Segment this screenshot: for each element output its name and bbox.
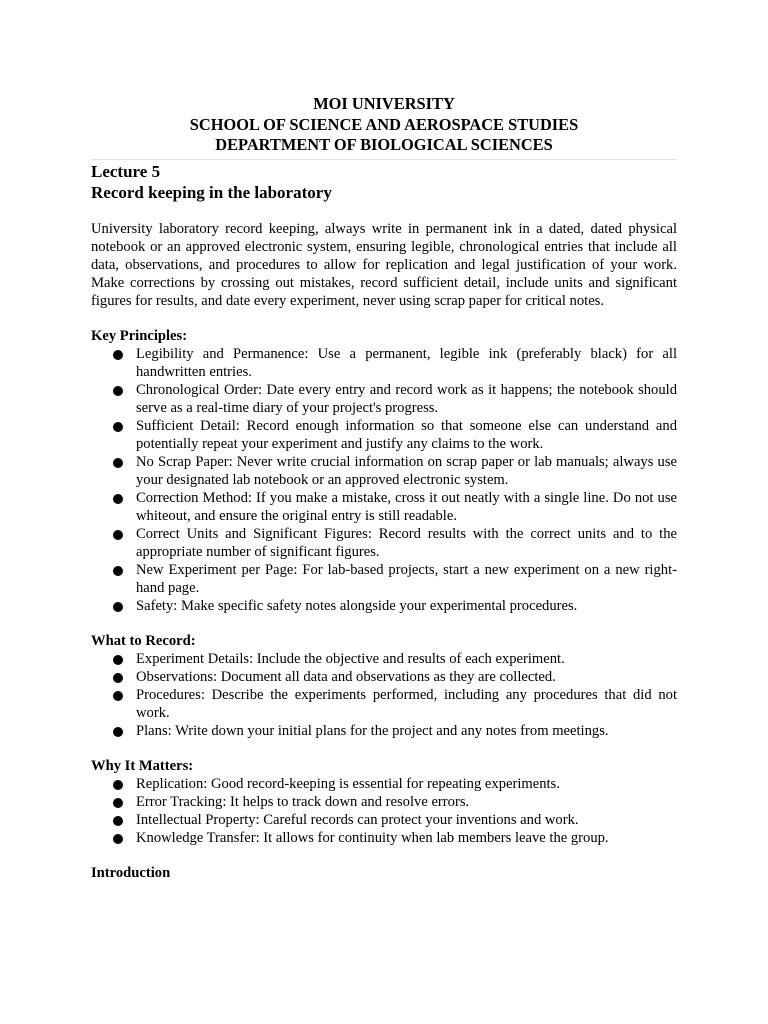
list-item [113, 686, 677, 722]
lecture-title: Record keeping in the laboratory [91, 182, 332, 202]
list-item-text: Error Tracking: It helps to track down and resolve errors. [136, 793, 470, 810]
school-heading: SCHOOL OF SCIENCE AND AEROSPACE STUDIES [189, 114, 579, 134]
bullet-icon [113, 494, 123, 504]
list-item [113, 417, 677, 453]
bullet-icon [113, 673, 123, 683]
bullet-icon [113, 386, 123, 396]
bullet-list [91, 345, 677, 615]
list-item-text: Experiment Details: Include the objective and results of each experiment. [136, 650, 565, 667]
list-item-text: Knowledge Transfer: It allows for continuity when lab members leave the group. [136, 829, 609, 846]
bullet-icon [113, 834, 123, 844]
bullet-icon [113, 458, 123, 468]
list-item [113, 829, 677, 847]
intro-paragraph: University laboratory record keeping, always write in permanent ink in a dated, dated physical notebook or an approved electronic system, ensuring legible, chronological entries that include all data, observations, and procedures to allow for replication and legal justification of your work. Make corrections by crossing out mistakes, record sufficient detail, include units and significant figures for results, and date every experiment, never using scrap paper for critical notes. [91, 220, 677, 309]
list-item-text: Safety: Make specific safety notes alongside your experimental procedures. [136, 597, 578, 614]
list-item [113, 650, 677, 668]
list-item-text: No Scrap Paper: Never write crucial information on scrap paper or lab manuals; always use your designated lab notebook or an approved electronic system. [136, 453, 677, 488]
list-item-text: Plans: Write down your initial plans for the project and any notes from meetings. [136, 722, 609, 739]
list-item-text: Sufficient Detail: Record enough information so that someone else can understand and potentially repeat your experiment and justify any claims to the work. [136, 417, 677, 452]
section-title: Why It Matters: [91, 757, 194, 774]
list-item-text: New Experiment per Page: For lab-based projects, start a new experiment on a new right-hand page. [136, 561, 677, 596]
list-item-text: Intellectual Property: Careful records can protect your inventions and work. [136, 811, 579, 828]
bullet-icon [113, 727, 123, 737]
bullet-list [91, 775, 677, 847]
list-item [113, 811, 677, 829]
list-item-text: Chronological Order: Date every entry and record work as it happens; the notebook should serve as a real-time diary of your project's progress. [136, 381, 677, 416]
bullet-icon [113, 780, 123, 790]
list-item-text: Correct Units and Significant Figures: Record results with the correct units and to the appropriate number of significant figures. [136, 525, 677, 560]
bullet-icon [113, 816, 123, 826]
section-key-principles [91, 327, 677, 615]
university-heading: MOI UNIVERSITY [313, 94, 455, 113]
list-item [113, 775, 677, 793]
bullet-icon [113, 530, 123, 540]
bullet-icon [113, 422, 123, 432]
list-item-text: Replication: Good record-keeping is essential for repeating experiments. [136, 775, 560, 792]
bullet-icon [113, 566, 123, 576]
list-item-text: Observations: Document all data and observations as they are collected. [136, 668, 556, 685]
section-what-to-record [91, 632, 677, 740]
bullet-icon [113, 655, 123, 665]
list-item-text: Procedures: Describe the experiments performed, including any procedures that did not work. [136, 686, 677, 721]
bullet-icon [113, 798, 123, 808]
list-item-text: Legibility and Permanence: Use a permanent, legible ink (preferably black) for all handwritten entries. [136, 345, 677, 380]
bullet-list [91, 650, 677, 740]
list-item [113, 453, 677, 489]
list-item [113, 597, 677, 615]
bullet-icon [113, 350, 123, 360]
bullet-icon [113, 691, 123, 701]
list-item-text: Correction Method: If you make a mistake, cross it out neatly with a single line. Do not use whiteout, and ensure the original entry is still readable. [136, 489, 677, 524]
list-item [113, 793, 677, 811]
header-divider [91, 159, 677, 160]
department-heading: DEPARTMENT OF BIOLOGICAL SCIENCES [215, 135, 553, 154]
list-item [113, 525, 677, 561]
list-item [113, 668, 677, 686]
list-item [113, 345, 677, 381]
bullet-icon [113, 602, 123, 612]
section-why-it-matters [91, 757, 677, 847]
lecture-number: Lecture 5 [91, 161, 161, 181]
section-title: Key Principles: [91, 327, 188, 344]
list-item [113, 381, 677, 417]
introduction-heading: Introduction [91, 864, 171, 881]
page-content [91, 94, 677, 882]
list-item [113, 722, 677, 740]
section-title: What to Record: [91, 632, 196, 649]
list-item [113, 561, 677, 597]
list-item [113, 489, 677, 525]
